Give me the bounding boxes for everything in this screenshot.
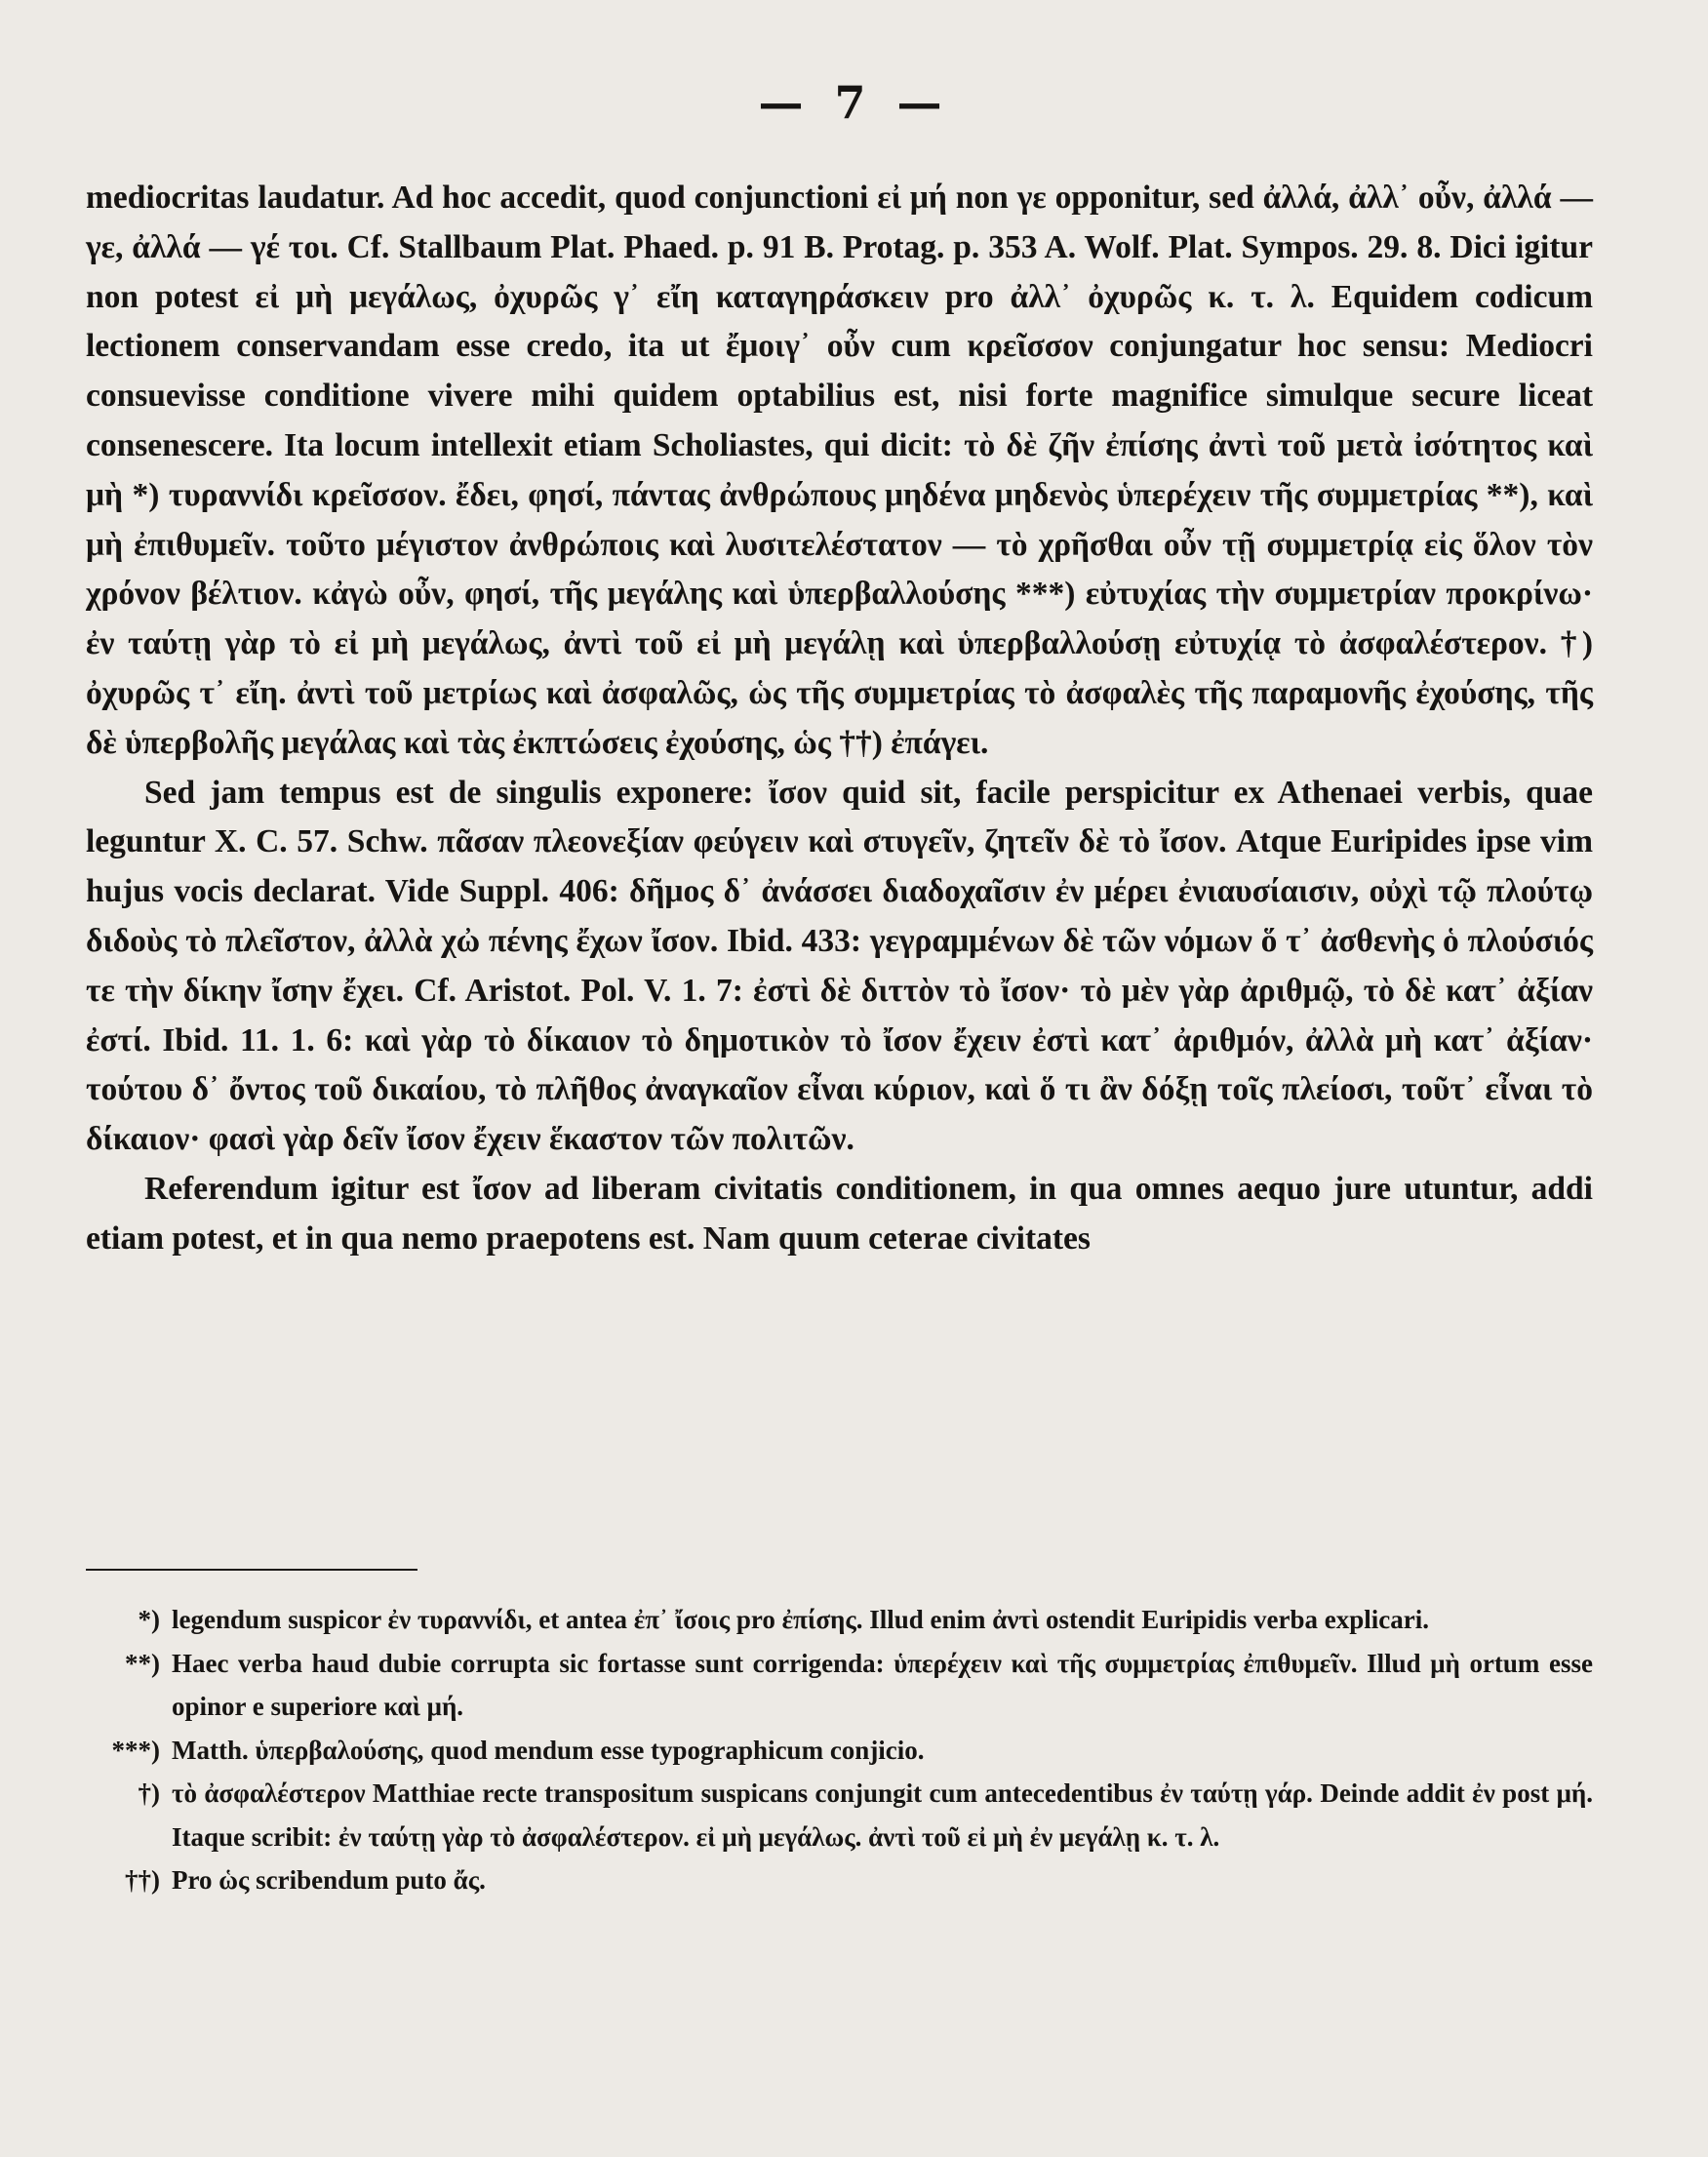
footnote-5 bbox=[86, 1858, 1593, 1902]
footnote-2 bbox=[86, 1642, 1593, 1729]
main-text bbox=[86, 174, 1593, 1264]
footnote-mark: ††) bbox=[125, 1865, 160, 1895]
paragraph-1: mediocritas laudatur. Ad hoc accedit, quod conjunctioni εἰ μή non γε opponitur, sed ἀλλά, ἀλλ᾿ οὖν, ἀλλά — γε, ἀλλά — γέ τοι. Cf. Stallbaum Plat. Phaed. p. 91 B. Protag. p. 353 A. Wolf. Plat. Sympos. 29. 8. Dici igitur non potest εἰ μὴ μεγάλως, ὀχυρῶς γ᾿ εἴη καταγηράσκειν pro ἀλλ᾿ ὀχυρῶς κ. τ. λ. Equidem codicum lectionem conservandam esse credo, ita ut ἔμοιγ᾿ οὖν cum κρεῖσσον conjungatur hoc sensu: Mediocri consuevisse conditione vivere mihi quidem optabilius est, nisi forte magnifice simulque secure liceat consenescere. Ita locum intellexit etiam Scholiastes, qui dicit: τὸ δὲ ζῆν ἐπίσης ἀντὶ τοῦ μετὰ ἰσότητος καὶ μὴ *) τυραννίδι κρεῖσσον. ἔδει, φησί, πάντας ἀνθρώπους μηδένα μηδενὸς ὑπερέχειν τῆς συμμετρίας **), καὶ μὴ ἐπιθυμεῖν. τοῦτο μέγιστον ἀνθρώποις καὶ λυσιτελέστατον — τὸ χρῆσθαι οὖν τῇ συμμετρίᾳ εἰς ὅλον τὸν χρόνον βέλτιον. κἀγὼ οὖν, φησί, τῆς μεγάλης καὶ ὑπερβαλλούσης ***) εὐτυχίας τὴν συμμετρίαν προκρίνω· ἐν ταύτῃ γὰρ τὸ εἰ μὴ μεγάλως, ἀντὶ τοῦ εἰ μὴ μεγάλῃ καὶ ὑπερβαλλούσῃ εὐτυχίᾳ τὸ ἀσφαλέστερον. †) ὀχυρῶς τ᾿ εἴη. ἀντὶ τοῦ μετρίως καὶ ἀσφαλῶς, ὡς τῆς συμμετρίας τὸ ἀσφαλὲς τῆς παραμονῆς ἐχούσης, τῆς δὲ ὑπερβολῆς μεγάλας καὶ τὰς ἐκπτώσεις ἐχούσης, ὡς ††) ἐπάγει. bbox=[86, 180, 1593, 761]
footnote-text: Pro ὡς scribendum puto ἄς. bbox=[172, 1865, 486, 1895]
footnote-divider bbox=[86, 1569, 417, 1571]
footnote-text: Haec verba haud dubie corrupta sic fortasse sunt corrigenda: ὑπερέχειν καὶ τῆς συμμετρίας ἐπιθυμεῖν. Illud μὴ ortum esse opinor e superiore καὶ μή. bbox=[172, 1648, 1593, 1721]
footnote-mark: **) bbox=[125, 1648, 160, 1678]
footnote-mark: †) bbox=[138, 1778, 160, 1808]
footnote-1 bbox=[86, 1598, 1593, 1642]
footnote-text: legendum suspicor ἐν τυραννίδι, et antea ἐπ᾿ ἴσοις pro ἐπίσης. Illud enim ἀντὶ ostendit Euripidis verba explicari. bbox=[172, 1605, 1429, 1634]
footnote-mark: ***) bbox=[111, 1735, 160, 1765]
footnote-mark: *) bbox=[138, 1605, 160, 1634]
footnote-3 bbox=[86, 1729, 1593, 1773]
footnote-4 bbox=[86, 1772, 1593, 1858]
page-number: — 7 — bbox=[758, 76, 950, 129]
footnote-text: Matth. ὑπερβαλούσης, quod mendum esse typographicum conjicio. bbox=[172, 1735, 925, 1765]
footnotes bbox=[86, 1598, 1593, 1902]
paragraph-2: Sed jam tempus est de singulis exponere: ἴσον quid sit, facile perspicitur ex Athenaei verbis, quae leguntur X. C. 57. Schw. πᾶσαν πλεονεξίαν φεύγειν καὶ στυγεῖν, ζητεῖν δὲ τὸ ἴσον. Atque Euripides ipse vim hujus vocis declarat. Vide Suppl. 406: δῆμος δ᾿ ἀνάσσει διαδοχαῖσιν ἐν μέρει ἐνιαυσίαισιν, οὐχὶ τῷ πλούτῳ διδοὺς τὸ πλεῖστον, ἀλλὰ χὠ πένης ἔχων ἴσον. Ibid. 433: γεγραμμένων δὲ τῶν νόμων ὅ τ᾿ ἀσθενὴς ὁ πλούσιός τε τὴν δίκην ἴσην ἔχει. Cf. Aristot. Pol. V. 1. 7: ἐστὶ δὲ διττὸν τὸ ἴσον· τὸ μὲν γὰρ ἀριθμῷ, τὸ δὲ κατ᾿ ἀξίαν ἐστί. Ibid. 11. 1. 6: καὶ γὰρ τὸ δίκαιον τὸ δημοτικὸν τὸ ἴσον ἔχειν ἐστὶ κατ᾿ ἀριθμόν, ἀλλὰ μὴ κατ᾿ ἀξίαν· τούτου δ᾿ ὄντος τοῦ δικαίου, τὸ πλῆθος ἀναγκαῖον εἶναι κύριον, καὶ ὅ τι ἂν δόξῃ τοῖς πλείοσι, τοῦτ᾿ εἶναι τὸ δίκαιον· φασὶ γὰρ δεῖν ἴσον ἔχειν ἕκαστον τῶν πολιτῶν. bbox=[86, 774, 1593, 1158]
footnote-text: τὸ ἀσφαλέστερον Matthiae recte transpositum suspicans conjungit cum antecedentibus ἐν ταύτῃ γάρ. Deinde addit ἐν post μή. Itaque scribit: ἐν ταύτῃ γὰρ τὸ ἀσφαλέστερον. εἰ μὴ μεγάλως. ἀντὶ τοῦ εἰ μὴ ἐν μεγάλῃ κ. τ. λ. bbox=[172, 1778, 1593, 1852]
paragraph-3: Referendum igitur est ἴσον ad liberam civitatis conditionem, in qua omnes aequo jure utuntur, addi etiam potest, et in qua nemo praepotens est. Nam quum ceterae civitates bbox=[86, 1170, 1593, 1257]
